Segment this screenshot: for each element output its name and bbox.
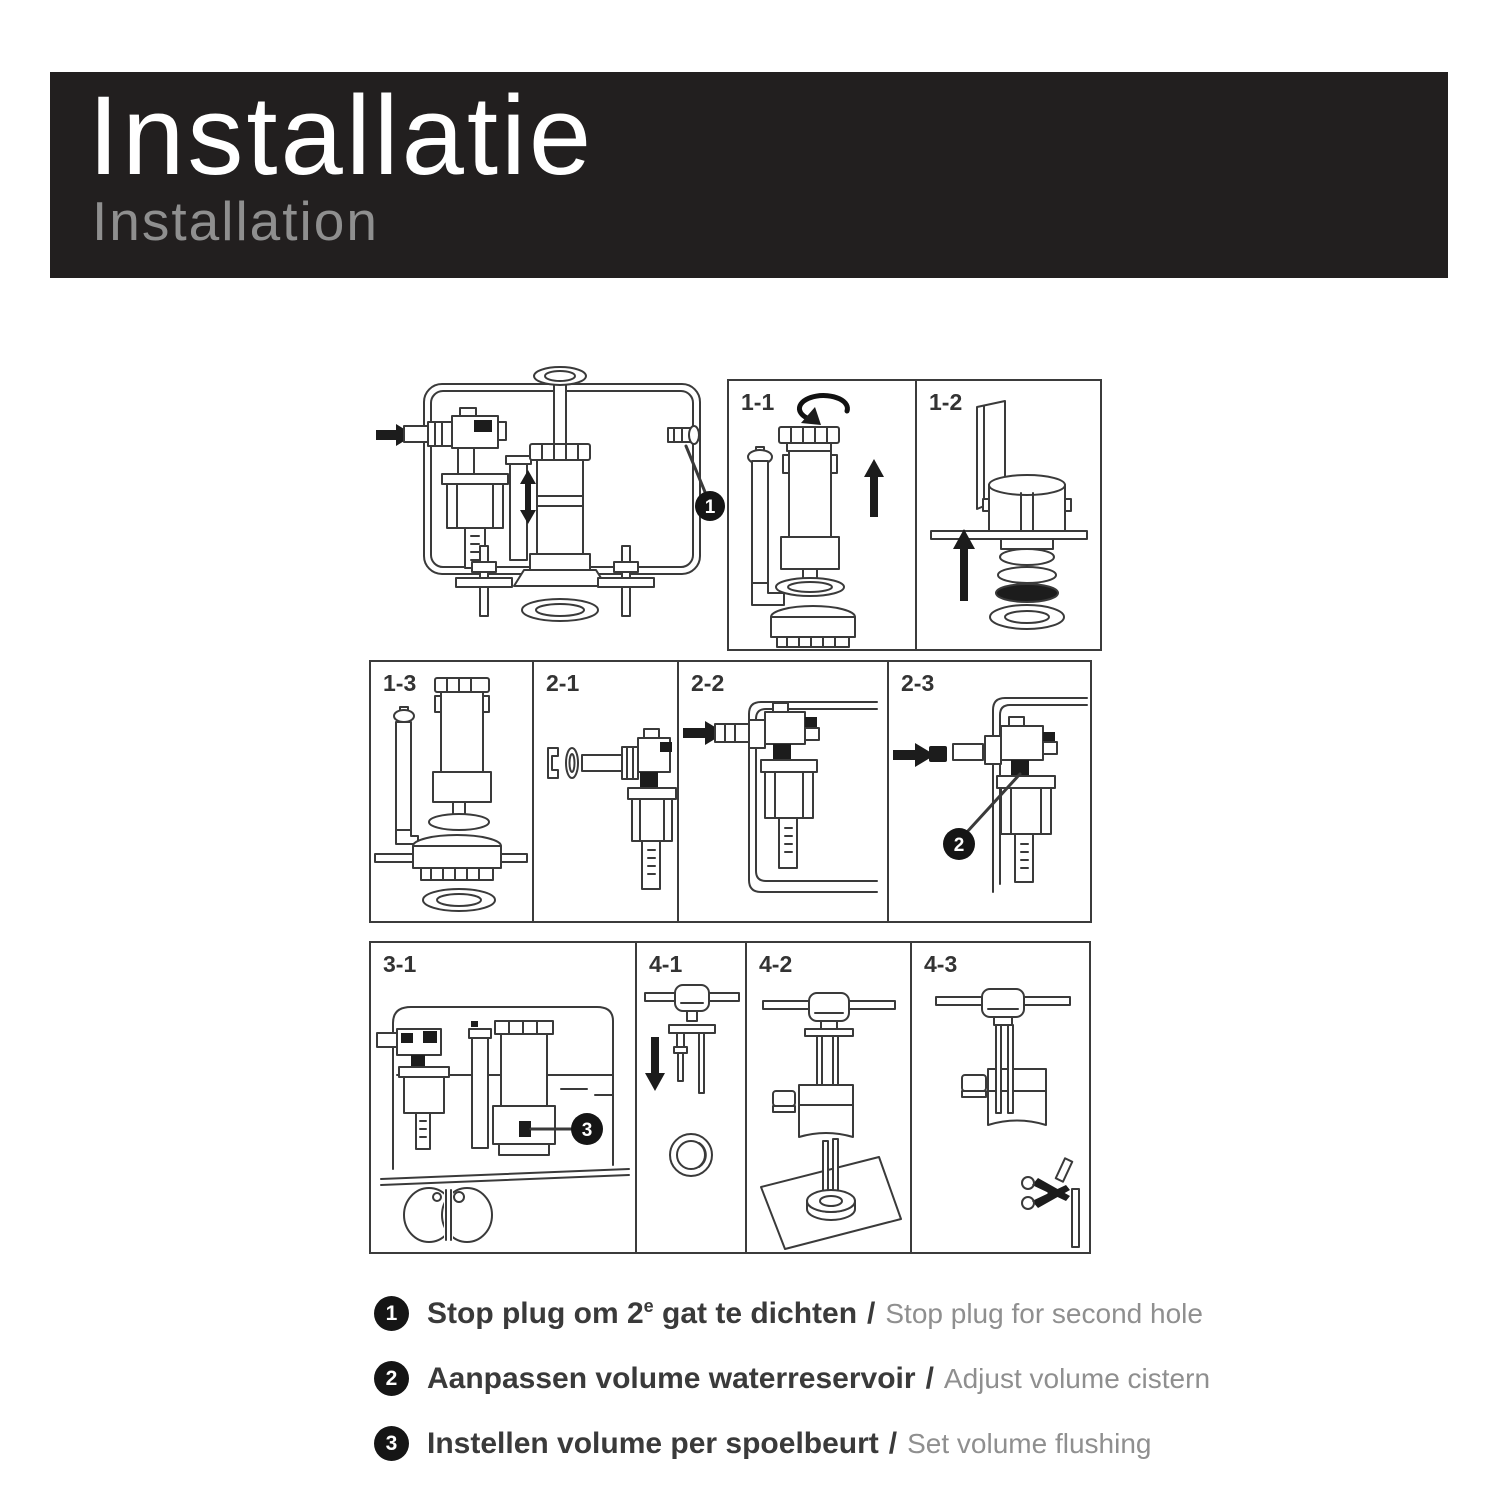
button-through-lid-drawing: [747, 943, 910, 1252]
panel-label: 4-3: [924, 951, 958, 977]
legend-item-1: [374, 1296, 1210, 1331]
lid-corner-drawing: [962, 1069, 1046, 1125]
panel-label: 4-1: [649, 951, 683, 977]
legend-separator: /: [867, 1296, 876, 1330]
svg-text:3: 3: [581, 1120, 593, 1141]
remove-flush-valve-drawing: [729, 381, 915, 649]
panel-2-2: [677, 660, 889, 923]
legend-item-2: [374, 1361, 1210, 1396]
cut-rods-drawing: [912, 943, 1089, 1252]
washer: [566, 748, 578, 778]
cistern-interior-drawing: [371, 943, 635, 1252]
callout-1-badge: [695, 491, 725, 521]
panel-label: 2-3: [901, 670, 935, 696]
panel-label: 1-2: [929, 389, 963, 415]
dual-flush-buttons-drawing: [404, 1186, 492, 1244]
panel-label: 3-1: [383, 951, 417, 977]
page-title: Installatie: [88, 73, 595, 198]
panel-label: 4-2: [759, 951, 793, 977]
legend-bullet-1: 1: [374, 1296, 409, 1331]
adjuster-nut: [929, 746, 947, 762]
lid-corner-drawing: [773, 1085, 853, 1137]
stop-plug-drawing: [668, 426, 699, 444]
panel-1-2: [915, 379, 1102, 651]
legend-separator: /: [888, 1426, 898, 1460]
lock-nut: [548, 748, 558, 778]
panel-1-3: [369, 660, 534, 923]
panel-label: 2-2: [691, 670, 725, 696]
legend-bullet-3: 3: [374, 1426, 409, 1461]
overflow-cap: [506, 456, 531, 464]
fill-valve-drawing: [377, 1029, 449, 1149]
arrow-down-icon: [645, 1037, 665, 1091]
callout-2-badge: [943, 828, 975, 860]
cut-rod-piece: [1056, 1158, 1073, 1181]
button-stem: [554, 376, 566, 448]
cistern-assembly-drawing: [372, 366, 728, 668]
main-cistern-diagram: [372, 366, 728, 668]
insert-fill-valve-drawing: [679, 662, 887, 921]
legend-text-dutch: Aanpassen volume waterreservoir: [427, 1362, 916, 1395]
seal-stack-drawing: [917, 381, 1100, 649]
panel-1-1: [727, 379, 917, 651]
arrow-right-icon: [893, 743, 935, 767]
legend-text-english: Set volume flushing: [907, 1427, 1152, 1459]
panel-label: 2-1: [546, 670, 580, 696]
panel-2-1: [532, 660, 679, 923]
callout-3-badge: [571, 1113, 603, 1145]
rotate-icon: [799, 396, 847, 418]
pushbutton-rods-drawing: [637, 943, 745, 1252]
arrow-up-icon: [864, 459, 884, 517]
flush-valve-drawing: [493, 1021, 555, 1155]
panel-4-2: [745, 941, 912, 1254]
legend-item-3: [374, 1426, 1210, 1461]
rod-piece: [1072, 1189, 1079, 1247]
panel-label: 1-3: [383, 670, 417, 696]
panel-3-1: [369, 941, 637, 1254]
legend-separator: /: [925, 1361, 934, 1395]
page-subtitle: Installation: [92, 190, 379, 252]
svg-text:2: 2: [953, 835, 965, 856]
fill-valve-exploded-drawing: [534, 662, 677, 921]
panel-4-3: [910, 941, 1091, 1254]
legend-text-english: Adjust volume cistern: [943, 1362, 1211, 1394]
tighten-fill-valve-drawing: [889, 662, 1090, 921]
svg-text:1: 1: [704, 497, 716, 518]
legend-text-dutch: Instellen volume per spoelbeurt: [427, 1427, 879, 1460]
legend-text-dutch: Stop plug om 2e gat te dichten: [427, 1296, 858, 1330]
flush-button: [534, 367, 586, 385]
o-ring-drawing: [670, 1134, 712, 1176]
panel-4-1: [635, 941, 747, 1254]
legend-bullet-2: 2: [374, 1361, 409, 1396]
assembled-flush-valve-drawing: [371, 662, 532, 921]
panel-label: 1-1: [741, 389, 775, 415]
legend: [374, 1296, 1210, 1491]
header-banner: [50, 72, 1448, 278]
legend-text-english: Stop plug for second hole: [885, 1297, 1203, 1329]
lid-sheet-drawing: [761, 1139, 901, 1249]
panel-2-3: [887, 660, 1092, 923]
